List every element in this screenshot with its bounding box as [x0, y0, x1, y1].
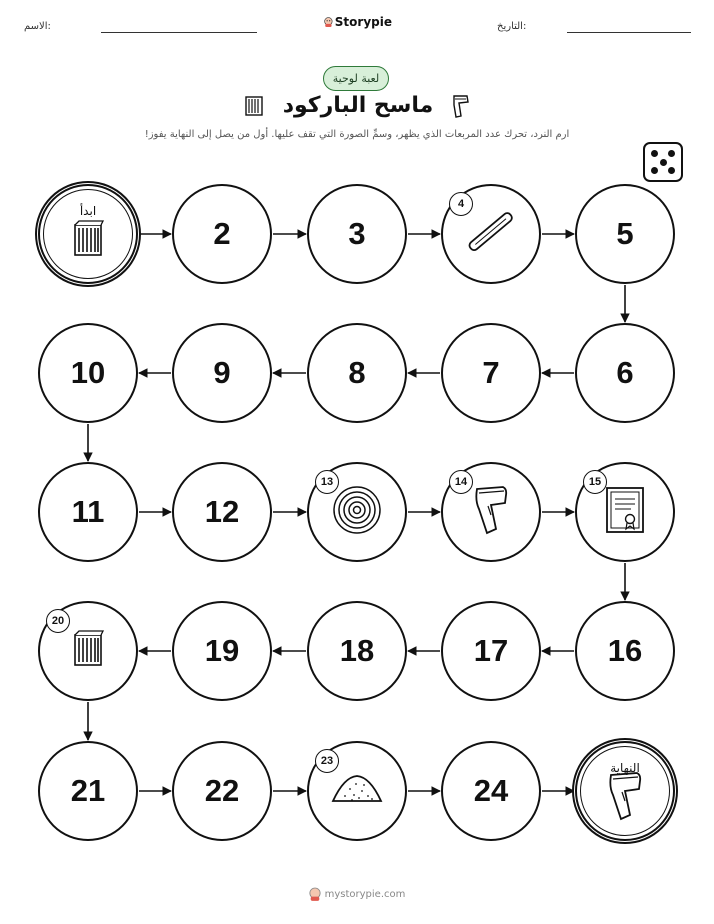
instructions: ارم النرد، تحرك عدد المربعات الذي يظهر، وسمِّ الصورة التي تقف عليها. أول من يصل إلى النهاية يفوز! — [144, 129, 570, 140]
space-number: 5 — [616, 216, 634, 251]
space-number: 7 — [482, 355, 500, 390]
target-icon — [331, 484, 383, 540]
board-space-23 — [307, 741, 407, 841]
space-number: 8 — [348, 355, 366, 390]
board-space-24 — [441, 741, 541, 841]
sand-pile-icon — [330, 771, 384, 811]
finish-label: النهاية — [610, 761, 640, 775]
space-number: 21 — [70, 773, 106, 808]
board-space-17 — [441, 601, 541, 701]
certificate-icon — [603, 485, 647, 539]
board-space-3 — [307, 184, 407, 284]
date-label: التاريخ: — [497, 21, 527, 32]
board-space-25 — [575, 741, 675, 841]
space-number: 22 — [204, 773, 240, 808]
space-number: 3 — [348, 216, 366, 251]
mascot-icon — [309, 887, 321, 901]
board-space-16 — [575, 601, 675, 701]
barcode-block-icon — [71, 629, 105, 673]
barcode-scanner-icon — [471, 483, 511, 541]
space-number: 6 — [616, 355, 634, 390]
space-number-badge: 14 — [449, 470, 473, 494]
title-text: ماسح الباركود — [282, 93, 434, 118]
board-space-8 — [307, 323, 407, 423]
space-number-badge: 23 — [315, 749, 339, 773]
space-number-badge: 20 — [46, 609, 70, 633]
board-space-13 — [307, 462, 407, 562]
board-space-22 — [172, 741, 272, 841]
board-space-7 — [441, 323, 541, 423]
board-space-19 — [172, 601, 272, 701]
footer — [0, 887, 714, 901]
board-space-1 — [38, 184, 138, 284]
board-space-21 — [38, 741, 138, 841]
space-number: 2 — [213, 216, 231, 251]
board-space-2 — [172, 184, 272, 284]
space-number: 12 — [204, 494, 240, 529]
space-number: 24 — [473, 773, 509, 808]
board-space-14 — [441, 462, 541, 562]
start-label: ابدأ — [79, 204, 97, 218]
barcode-block-icon — [71, 219, 105, 263]
space-number: 9 — [213, 355, 231, 390]
name-label: الاسم: — [24, 21, 51, 32]
space-number: 10 — [70, 355, 106, 390]
space-number: 19 — [204, 633, 240, 668]
space-number: 17 — [473, 633, 509, 668]
space-number: 11 — [71, 494, 105, 529]
board-space-9 — [172, 323, 272, 423]
space-number: 16 — [607, 633, 643, 668]
board-space-12 — [172, 462, 272, 562]
space-number-badge: 15 — [583, 470, 607, 494]
barcode-scanner-icon — [605, 769, 645, 827]
board-space-6 — [575, 323, 675, 423]
footer-site: mystorypie.com — [324, 888, 406, 900]
board-space-11 — [38, 462, 138, 562]
game-type-badge: لعبة لوحية — [323, 66, 389, 91]
space-number-badge: 4 — [449, 192, 473, 216]
board-space-10 — [38, 323, 138, 423]
board-space-20 — [38, 601, 138, 701]
space-number-badge: 13 — [315, 470, 339, 494]
board-space-4 — [441, 184, 541, 284]
board-space-18 — [307, 601, 407, 701]
board-space-5 — [575, 184, 675, 284]
space-number: 18 — [339, 633, 375, 668]
brand-name: Storypie — [334, 15, 392, 29]
board-space-15 — [575, 462, 675, 562]
